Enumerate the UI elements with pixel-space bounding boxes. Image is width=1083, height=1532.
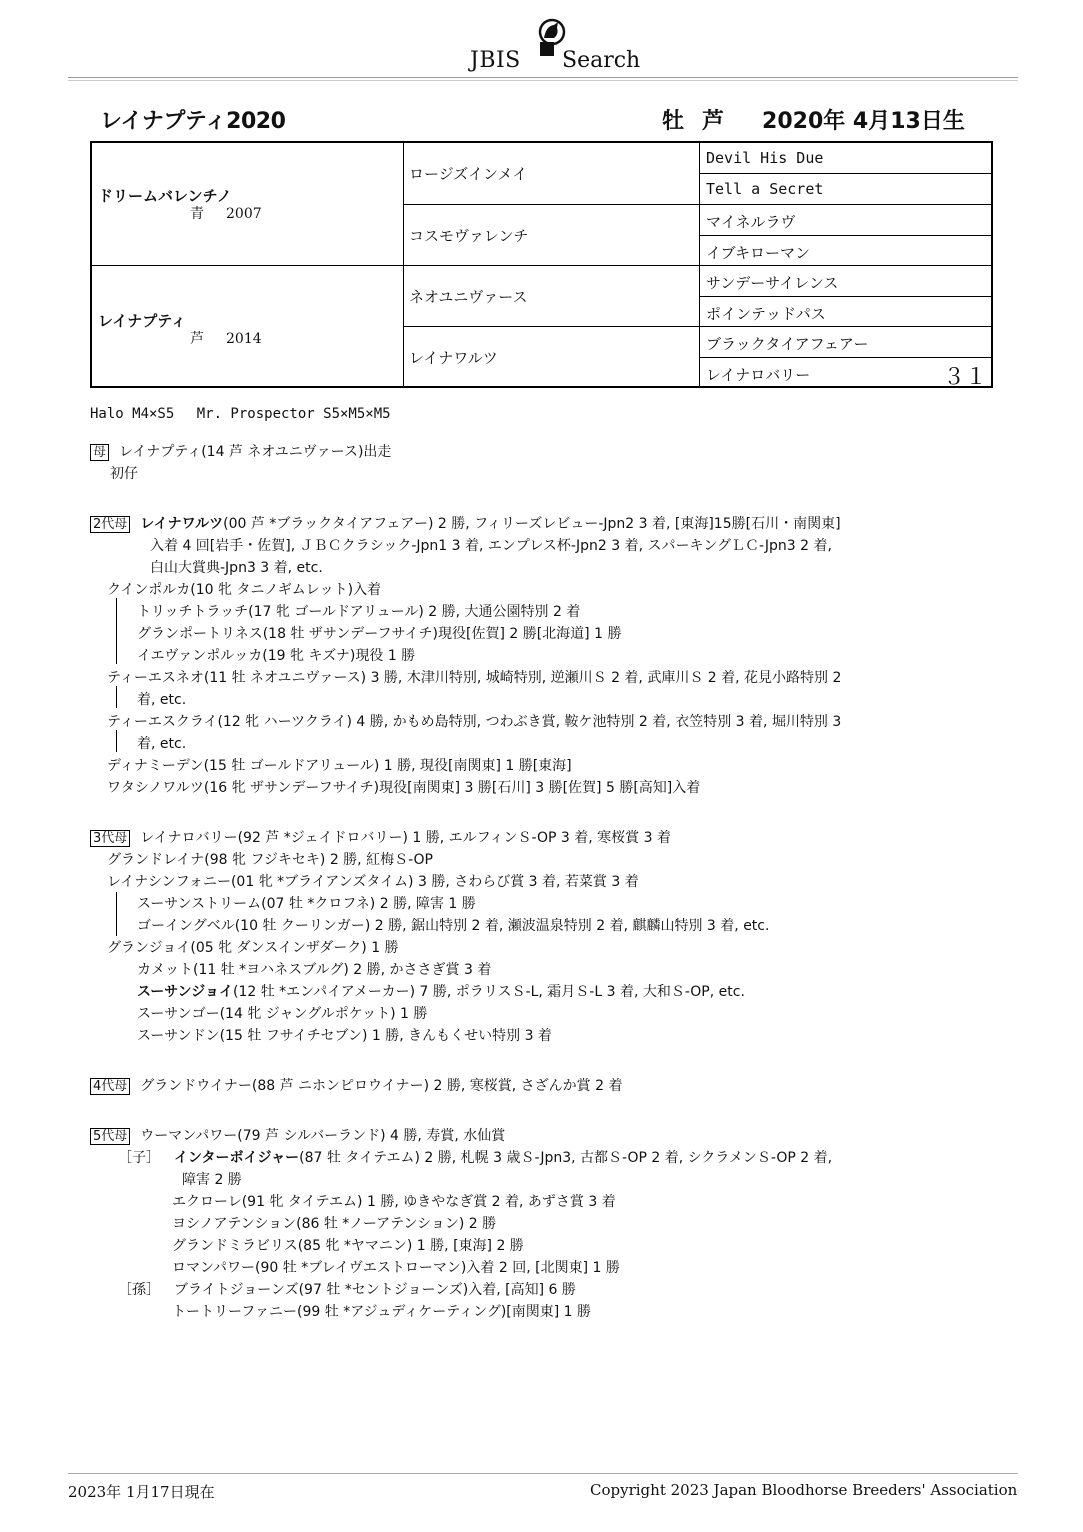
relation-label: ［子］ bbox=[118, 1150, 160, 1166]
dam-name: レイナプティ bbox=[98, 312, 187, 330]
family-line-text: ディナミーデン(15 牡 ゴールドアリュール) 1 勝, 現役[南関東] 1 勝[東海] bbox=[107, 758, 572, 774]
family-line-text: (00 芦 *ブラックタイアフェアー) 2 勝, フィリーズレビュー-Jpn2 3 着, [東海]15勝[石川・南関東] bbox=[223, 516, 841, 532]
family-line bbox=[107, 579, 381, 599]
family-line bbox=[107, 755, 572, 775]
g3-name: Devil His Due bbox=[706, 149, 824, 167]
family-line-text: ワタシノワルツ(16 牝 ザサンデーフサイチ)現役[南関東] 3 勝[石川] 3 勝[佐賀] 5 勝[高知]入着 bbox=[107, 780, 701, 796]
tree-connector bbox=[116, 598, 117, 664]
family-line bbox=[137, 689, 186, 709]
pedigree-g2-cell bbox=[403, 265, 699, 326]
g3-name: Tell a Secret bbox=[706, 180, 824, 198]
generation-tag: 3代母 bbox=[90, 830, 130, 847]
family-line bbox=[90, 441, 391, 461]
family-line bbox=[107, 849, 433, 869]
horse-sex: 牡 bbox=[662, 109, 685, 134]
tree-connector bbox=[116, 730, 117, 752]
family-line-text: レイナシンフォニー(01 牝 *ブライアンズタイム) 3 勝, さわらび賞 3 着, 若菜賞 3 着 bbox=[107, 874, 639, 890]
family-line-text: 入着 4 回[岩手・佐賀], ＪＢＣクラシック-Jpn1 3 着, エンプレス杯-Jpn2 3 着, スパーキングＬＣ-Jpn3 2 着, bbox=[150, 538, 832, 554]
family-line-text: ティーエスネオ(11 牡 ネオユニヴァース) 3 勝, 木津川特別, 城崎特別, 逆瀬川Ｓ 2 着, 武庫川Ｓ 2 着, 花見小路特別 2 bbox=[107, 670, 842, 686]
footer-date: 2023年 1月17日現在 bbox=[68, 1483, 215, 1501]
generation-tag: 母 bbox=[90, 444, 109, 461]
family-line bbox=[107, 711, 841, 731]
family-line-text: ブライトジョーンズ(97 牡 *セントジョーンズ)入着, [高知] 6 勝 bbox=[174, 1282, 576, 1298]
family-line-text: トリッチトラッチ(17 牝 ゴールドアリュール) 2 勝, 大通公園特別 2 着 bbox=[137, 604, 581, 620]
pedigree-g2-cell bbox=[403, 326, 699, 388]
family-line bbox=[150, 557, 323, 577]
dam-year: 2014 bbox=[226, 331, 262, 347]
family-line bbox=[137, 959, 491, 979]
family-line-text: 初仔 bbox=[110, 466, 138, 482]
family-line bbox=[172, 1235, 524, 1255]
family-line bbox=[90, 1125, 505, 1145]
family-line-text: (12 牡 *エンパイアメーカー) 7 勝, ポラリスＳ-L, 霜月Ｓ-L 3 着, 大和Ｓ-OP, etc. bbox=[232, 984, 745, 1000]
footer-rule bbox=[68, 1473, 1018, 1474]
family-line bbox=[137, 915, 769, 935]
family-line bbox=[182, 1169, 242, 1189]
pedigree-table bbox=[90, 141, 993, 388]
g3-name: サンデーサイレンス bbox=[706, 274, 839, 292]
g3-name: レイナロバリー bbox=[706, 366, 811, 384]
family-line-text: ヨシノアテンション(86 牡 *ノーアテンション) 2 勝 bbox=[172, 1216, 497, 1232]
horse-name: レイナプティ2020 bbox=[100, 109, 286, 134]
family-line-text: スーサンゴー(14 牝 ジャングルポケット) 1 勝 bbox=[137, 1006, 428, 1022]
family-line bbox=[107, 871, 639, 891]
pedigree-g2-cell bbox=[403, 204, 699, 265]
family-line-text: グランドレイナ(98 牝 フジキセキ) 2 勝, 紅梅Ｓ-OP bbox=[107, 852, 433, 868]
relation-label: ［孫］ bbox=[118, 1282, 160, 1298]
pedigree-sire-cell bbox=[92, 143, 403, 265]
family-line-text: スーサンストリーム(07 牡 *クロフネ) 2 勝, 障害 1 勝 bbox=[137, 896, 476, 912]
footer-copyright: Copyright 2023 Japan Bloodhorse Breeders' Association bbox=[590, 1481, 1018, 1499]
generation-tag: 4代母 bbox=[90, 1078, 130, 1095]
logo-text-left: JBIS bbox=[470, 48, 521, 73]
pedigree-g3-cell bbox=[699, 204, 993, 235]
cross-number: ３１ bbox=[942, 365, 987, 390]
family-line-text: カメット(11 牡 *ヨハネスブルグ) 2 勝, かささぎ賞 3 着 bbox=[137, 962, 492, 978]
family-line bbox=[172, 1191, 616, 1211]
family-line bbox=[107, 667, 841, 687]
family-line-text: (87 牡 タイテエム) 2 勝, 札幌 3 歳Ｓ-Jpn3, 古都Ｓ-OP 2 着, シクラメンＳ-OP 2 着, bbox=[299, 1150, 833, 1166]
family-line-text: レイナプティ(14 芦 ネオユニヴァース)出走 bbox=[119, 444, 392, 460]
family-line bbox=[137, 1025, 552, 1045]
pedigree-g3-cell bbox=[699, 265, 993, 296]
pedigree-g3-cell bbox=[699, 326, 993, 357]
horse-color: 芦 bbox=[702, 109, 725, 134]
header-rule-secondary bbox=[68, 80, 1018, 81]
tree-connector bbox=[116, 892, 117, 936]
inbreeding-summary: Halo M4×S5 Mr. Prospector S5×M5×M5 bbox=[90, 406, 391, 422]
family-line bbox=[137, 733, 186, 753]
family-line-text: ゴーイングベル(10 牡 クーリンガー) 2 勝, 鋸山特別 2 着, 瀬波温泉特別 2 着, 麒麟山特別 3 着, etc. bbox=[137, 918, 770, 934]
family-line-text: ロマンパワー(90 牡 *ブレイヴエストローマン)入着 2 回, [北関東] 1 勝 bbox=[172, 1260, 620, 1276]
g3-name: マイネルラヴ bbox=[706, 213, 796, 231]
g3-name: ポインテッドパス bbox=[706, 305, 826, 323]
sire-year: 2007 bbox=[226, 206, 262, 222]
pedigree-g2-cell bbox=[403, 143, 699, 204]
family-line bbox=[110, 463, 138, 483]
family-line bbox=[150, 535, 832, 555]
family-line bbox=[90, 1075, 623, 1095]
g2-name: ロージズインメイ bbox=[409, 165, 528, 183]
pedigree-g3-cell bbox=[699, 296, 993, 326]
header-rule bbox=[68, 77, 1018, 78]
pedigree-g3-cell bbox=[699, 357, 993, 388]
family-line bbox=[137, 645, 415, 665]
family-line-text: ティーエスクライ(12 牝 ハーツクライ) 4 勝, かもめ島特別, つわぶき賞, 鞍ケ池特別 2 着, 衣笠特別 3 着, 堀川特別 3 bbox=[107, 714, 842, 730]
family-line bbox=[118, 1147, 832, 1167]
family-line-text: ウーマンパワー(79 芦 シルバーランド) 4 勝, 寿賞, 水仙賞 bbox=[140, 1128, 506, 1144]
family-line-text: イエヴァンポルッカ(19 牝 キズナ)現役 1 勝 bbox=[137, 648, 416, 664]
g2-name: ネオユニヴァース bbox=[409, 288, 528, 306]
tree-connector bbox=[116, 686, 117, 708]
g2-name: コスモヴァレンチ bbox=[409, 227, 529, 245]
notable-horse-name: インターボイジャー bbox=[174, 1150, 300, 1166]
family-line-text: クインポルカ(10 牝 タニノギムレット)入着 bbox=[107, 582, 382, 598]
family-line bbox=[137, 893, 476, 913]
jbis-search-logo bbox=[470, 14, 641, 74]
sire-color-year bbox=[190, 203, 262, 223]
dam-color-year bbox=[190, 328, 262, 348]
family-line-text: スーサンドン(15 牡 フサイチセブン) 1 勝, きんもくせい特別 3 着 bbox=[137, 1028, 552, 1044]
horse-birth: 2020年 4月13日生 bbox=[762, 109, 965, 134]
family-line bbox=[90, 513, 841, 533]
family-line-text: グランジョイ(05 牝 ダンスインザダーク) 1 勝 bbox=[107, 940, 399, 956]
g2-name: レイナワルツ bbox=[409, 349, 498, 367]
family-line bbox=[107, 777, 700, 797]
sire-name: ドリームバレンチノ bbox=[98, 187, 232, 205]
generation-tag: 5代母 bbox=[90, 1128, 130, 1145]
family-line-text: グランドウイナー(88 芦 ニホンピロウイナー) 2 勝, 寒桜賞, さざんか賞 2 着 bbox=[140, 1078, 623, 1094]
family-line-text: 障害 2 勝 bbox=[182, 1172, 242, 1188]
pedigree-dam-cell bbox=[92, 265, 403, 388]
family-line-text: グランドミラビリス(85 牝 *ヤマニン) 1 勝, [東海] 2 勝 bbox=[172, 1238, 524, 1254]
g3-name: ブラックタイアフェアー bbox=[706, 335, 869, 353]
logo-text-right: Search bbox=[562, 48, 641, 73]
family-line bbox=[137, 1003, 427, 1023]
dam-color: 芦 bbox=[190, 331, 204, 347]
pedigree-g3-cell bbox=[699, 235, 993, 265]
family-line-text: 着, etc. bbox=[137, 736, 187, 752]
horse-info bbox=[662, 104, 983, 135]
family-line-text: レイナロバリー(92 芦 *ジェイドロバリー) 1 勝, エルフィンＳ-OP 3 着, 寒桜賞 3 着 bbox=[140, 830, 671, 846]
family-line bbox=[137, 623, 621, 643]
family-line-text: トートリーファニー(99 牡 *アジュディケーティング)[南関東] 1 勝 bbox=[172, 1304, 592, 1320]
sire-color: 青 bbox=[190, 206, 204, 222]
family-line bbox=[172, 1257, 620, 1277]
family-line bbox=[118, 1279, 576, 1299]
family-line-text: 着, etc. bbox=[137, 692, 187, 708]
g3-name: イブキローマン bbox=[706, 244, 810, 262]
family-line bbox=[172, 1301, 591, 1321]
family-line bbox=[107, 937, 399, 957]
family-line-text: 白山大賞典-Jpn3 3 着, etc. bbox=[150, 560, 323, 576]
family-line bbox=[172, 1213, 496, 1233]
family-line bbox=[137, 981, 745, 1001]
family-line bbox=[137, 601, 580, 621]
notable-horse-name: レイナワルツ bbox=[140, 516, 224, 532]
family-line-text: エクローレ(91 牝 タイテエム) 1 勝, ゆきやなぎ賞 2 着, あずさ賞 3 着 bbox=[172, 1194, 616, 1210]
generation-tag: 2代母 bbox=[90, 516, 130, 533]
family-line bbox=[90, 827, 671, 847]
pedigree-g3-cell bbox=[699, 143, 993, 173]
family-line-text: グランポートリネス(18 牡 ザサンデーフサイチ)現役[佐賀] 2 勝[北海道] 1 勝 bbox=[137, 626, 622, 642]
pedigree-g3-cell bbox=[699, 173, 993, 204]
notable-horse-name: スーサンジョイ bbox=[137, 984, 233, 1000]
